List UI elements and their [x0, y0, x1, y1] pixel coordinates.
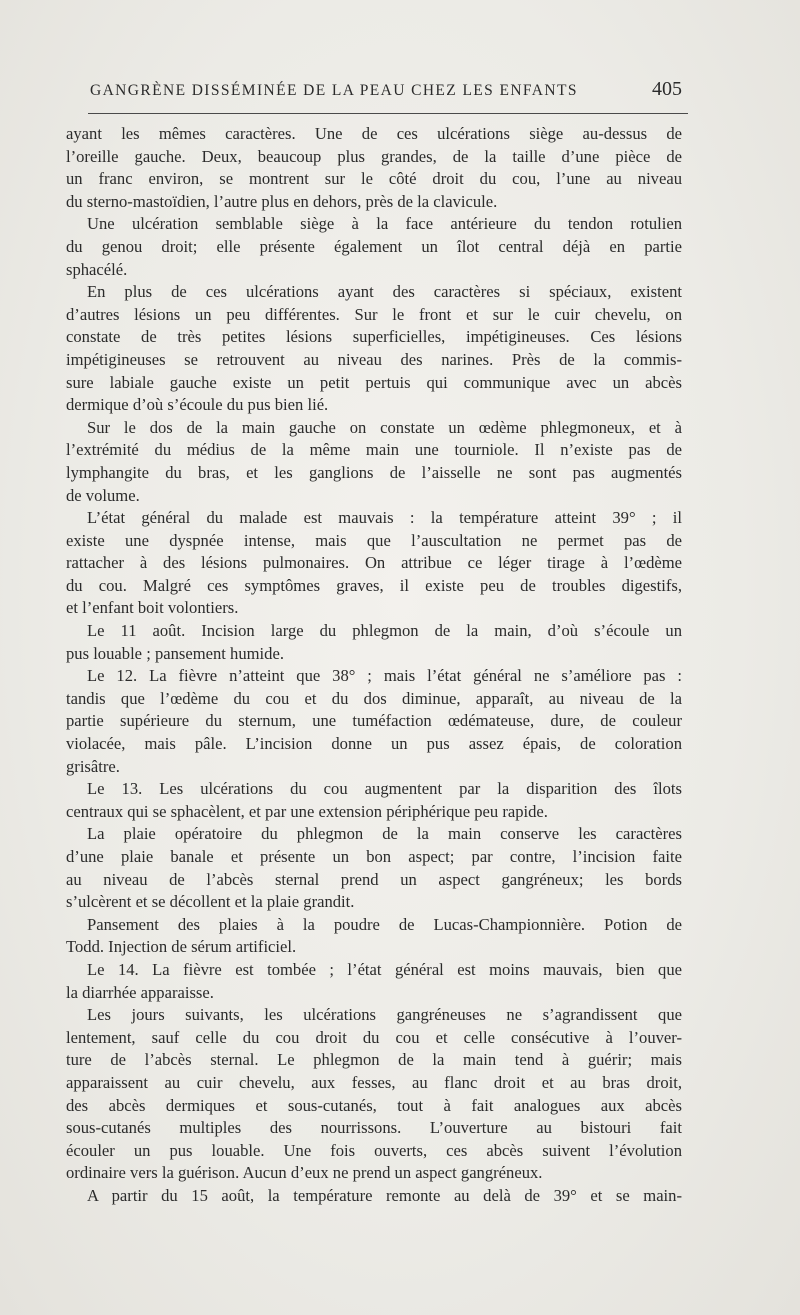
text-line: de volume.: [66, 485, 140, 505]
text-line: tandis que l’œdème du cou et du dos diminue, apparaît, au niveau de la: [66, 688, 682, 708]
text-line: sphacélé.: [66, 259, 128, 279]
text-line: sous-cutanés multiples des nourrissons. L’ouverture au bistouri fait: [66, 1118, 682, 1138]
text-line: ayant les mêmes caractères. Une de ces ulcérations siège au-dessus de: [66, 124, 682, 143]
text-line: L’état général du malade est mauvais : la température atteint 39° ; il: [87, 508, 682, 528]
text-line: et l’enfant boit volontiers.: [66, 598, 239, 618]
text-line: partie supérieure du sternum, une tuméfaction œdémateuse, dure, de couleur: [66, 711, 682, 731]
text-line: du genou droit; elle présente également un îlot central déjà en partie: [66, 236, 682, 256]
text-line: dermique d’où s’écoule du pus bien lié.: [66, 395, 329, 415]
text-line: A partir du 15 août, la température remonte au delà de 39° et se main-: [87, 1185, 682, 1205]
text-line: du cou. Malgré ces symptômes graves, il existe peu de troubles digestifs,: [66, 575, 682, 595]
text-line: lymphangite du bras, et les ganglions de l’aisselle ne sont pas augmentés: [66, 462, 682, 482]
text-line: La plaie opératoire du phlegmon de la main conserve les caractères: [87, 824, 682, 844]
text-line: Les jours suivants, les ulcérations gangréneuses ne s’agrandissent que: [87, 1005, 682, 1025]
header-rule: [88, 113, 688, 114]
text-line: ordinaire vers la guérison. Aucun d’eux ne prend un aspect gangréneux.: [66, 1163, 543, 1183]
text-line: Le 14. La fièvre est tombée ; l’état général est moins mauvais, bien que: [87, 959, 682, 979]
text-line: d’autres lésions un peu différentes. Sur le front et sur le cuir chevelu, on: [66, 304, 682, 324]
text-line: En plus de ces ulcérations ayant des caractères si spéciaux, existent: [87, 282, 682, 302]
text-line: l’oreille gauche. Deux, beaucoup plus grandes, de la taille d’une pièce de: [66, 146, 682, 166]
text-line: constate de très petites lésions superficielles, impétigineuses. Ces lésions: [66, 327, 682, 347]
text-line: Sur le dos de la main gauche on constate un œdème phlegmoneux, et à: [87, 417, 682, 437]
text-line: lentement, sauf celle du cou droit du cou et celle consécutive à l’ouver-: [66, 1027, 682, 1047]
text-line: centraux qui se sphacèlent, et par une extension périphérique peu rapide.: [66, 801, 548, 821]
text-line: d’une plaie banale et présente un bon aspect; par contre, l’incision faite: [66, 847, 682, 866]
text-line: du sterno-mastoïdien, l’autre plus en dehors, près de la clavicule.: [66, 191, 498, 211]
text-line: impétigineuses se retrouvent au niveau des narines. Près de la commis-: [66, 349, 682, 369]
text-line: l’extrémité du médius de la même main une tourniole. Il n’existe pas de: [66, 440, 682, 460]
body-text: [66, 123, 682, 1208]
page-number: 405: [652, 78, 682, 100]
text-line: au niveau de l’abcès sternal prend un aspect gangréneux; les bords: [66, 869, 682, 889]
running-head: [90, 78, 684, 106]
text-line: Le 13. Les ulcérations du cou augmentent par la disparition des îlots: [87, 779, 682, 799]
text-line: grisâtre.: [66, 756, 120, 776]
text-line: Une ulcération semblable siège à la face antérieure du tendon rotulien: [87, 214, 682, 234]
text-line: Pansement des plaies à la poudre de Lucas-Championnière. Potion de: [87, 914, 682, 934]
text-line: sure labiale gauche existe un petit pertuis qui communique avec un abcès: [66, 372, 682, 392]
text-line: un franc environ, se montrent sur le côté droit du cou, l’une au niveau: [66, 169, 682, 189]
text-line: écouler un pus louable. Une fois ouverts, ces abcès suivent l’évolution: [66, 1140, 682, 1160]
text-line: Le 12. La fièvre n’atteint que 38° ; mais l’état général ne s’améliore pas :: [87, 666, 682, 686]
text-line: s’ulcèrent et se décollent et la plaie grandit.: [66, 892, 355, 912]
text-line: Le 11 août. Incision large du phlegmon de la main, d’où s’écoule un: [87, 621, 682, 641]
text-line: apparaissent au cuir chevelu, aux fesses, au flanc droit et au bras droit,: [66, 1072, 682, 1092]
text-line: pus louable ; pansement humide.: [66, 643, 284, 663]
text-line: des abcès dermiques et sous-cutanés, tout à fait analogues aux abcès: [66, 1095, 682, 1115]
text-line: existe une dyspnée intense, mais que l’auscultation ne permet pas de: [66, 530, 682, 550]
text-line: violacée, mais pâle. L’incision donne un pus assez épais, de coloration: [66, 734, 682, 754]
text-line: Todd. Injection de sérum artificiel.: [66, 937, 297, 957]
running-title: GANGRÈNE DISSÉMINÉE DE LA PEAU CHEZ LES ENFANTS: [90, 82, 578, 99]
text-line: ture de l’abcès sternal. Le phlegmon de la main tend à guérir; mais: [66, 1050, 682, 1070]
text-line: rattacher à des lésions pulmonaires. On attribue ce léger tirage à l’œdème: [66, 553, 682, 573]
text-line: la diarrhée apparaisse.: [66, 982, 214, 1002]
